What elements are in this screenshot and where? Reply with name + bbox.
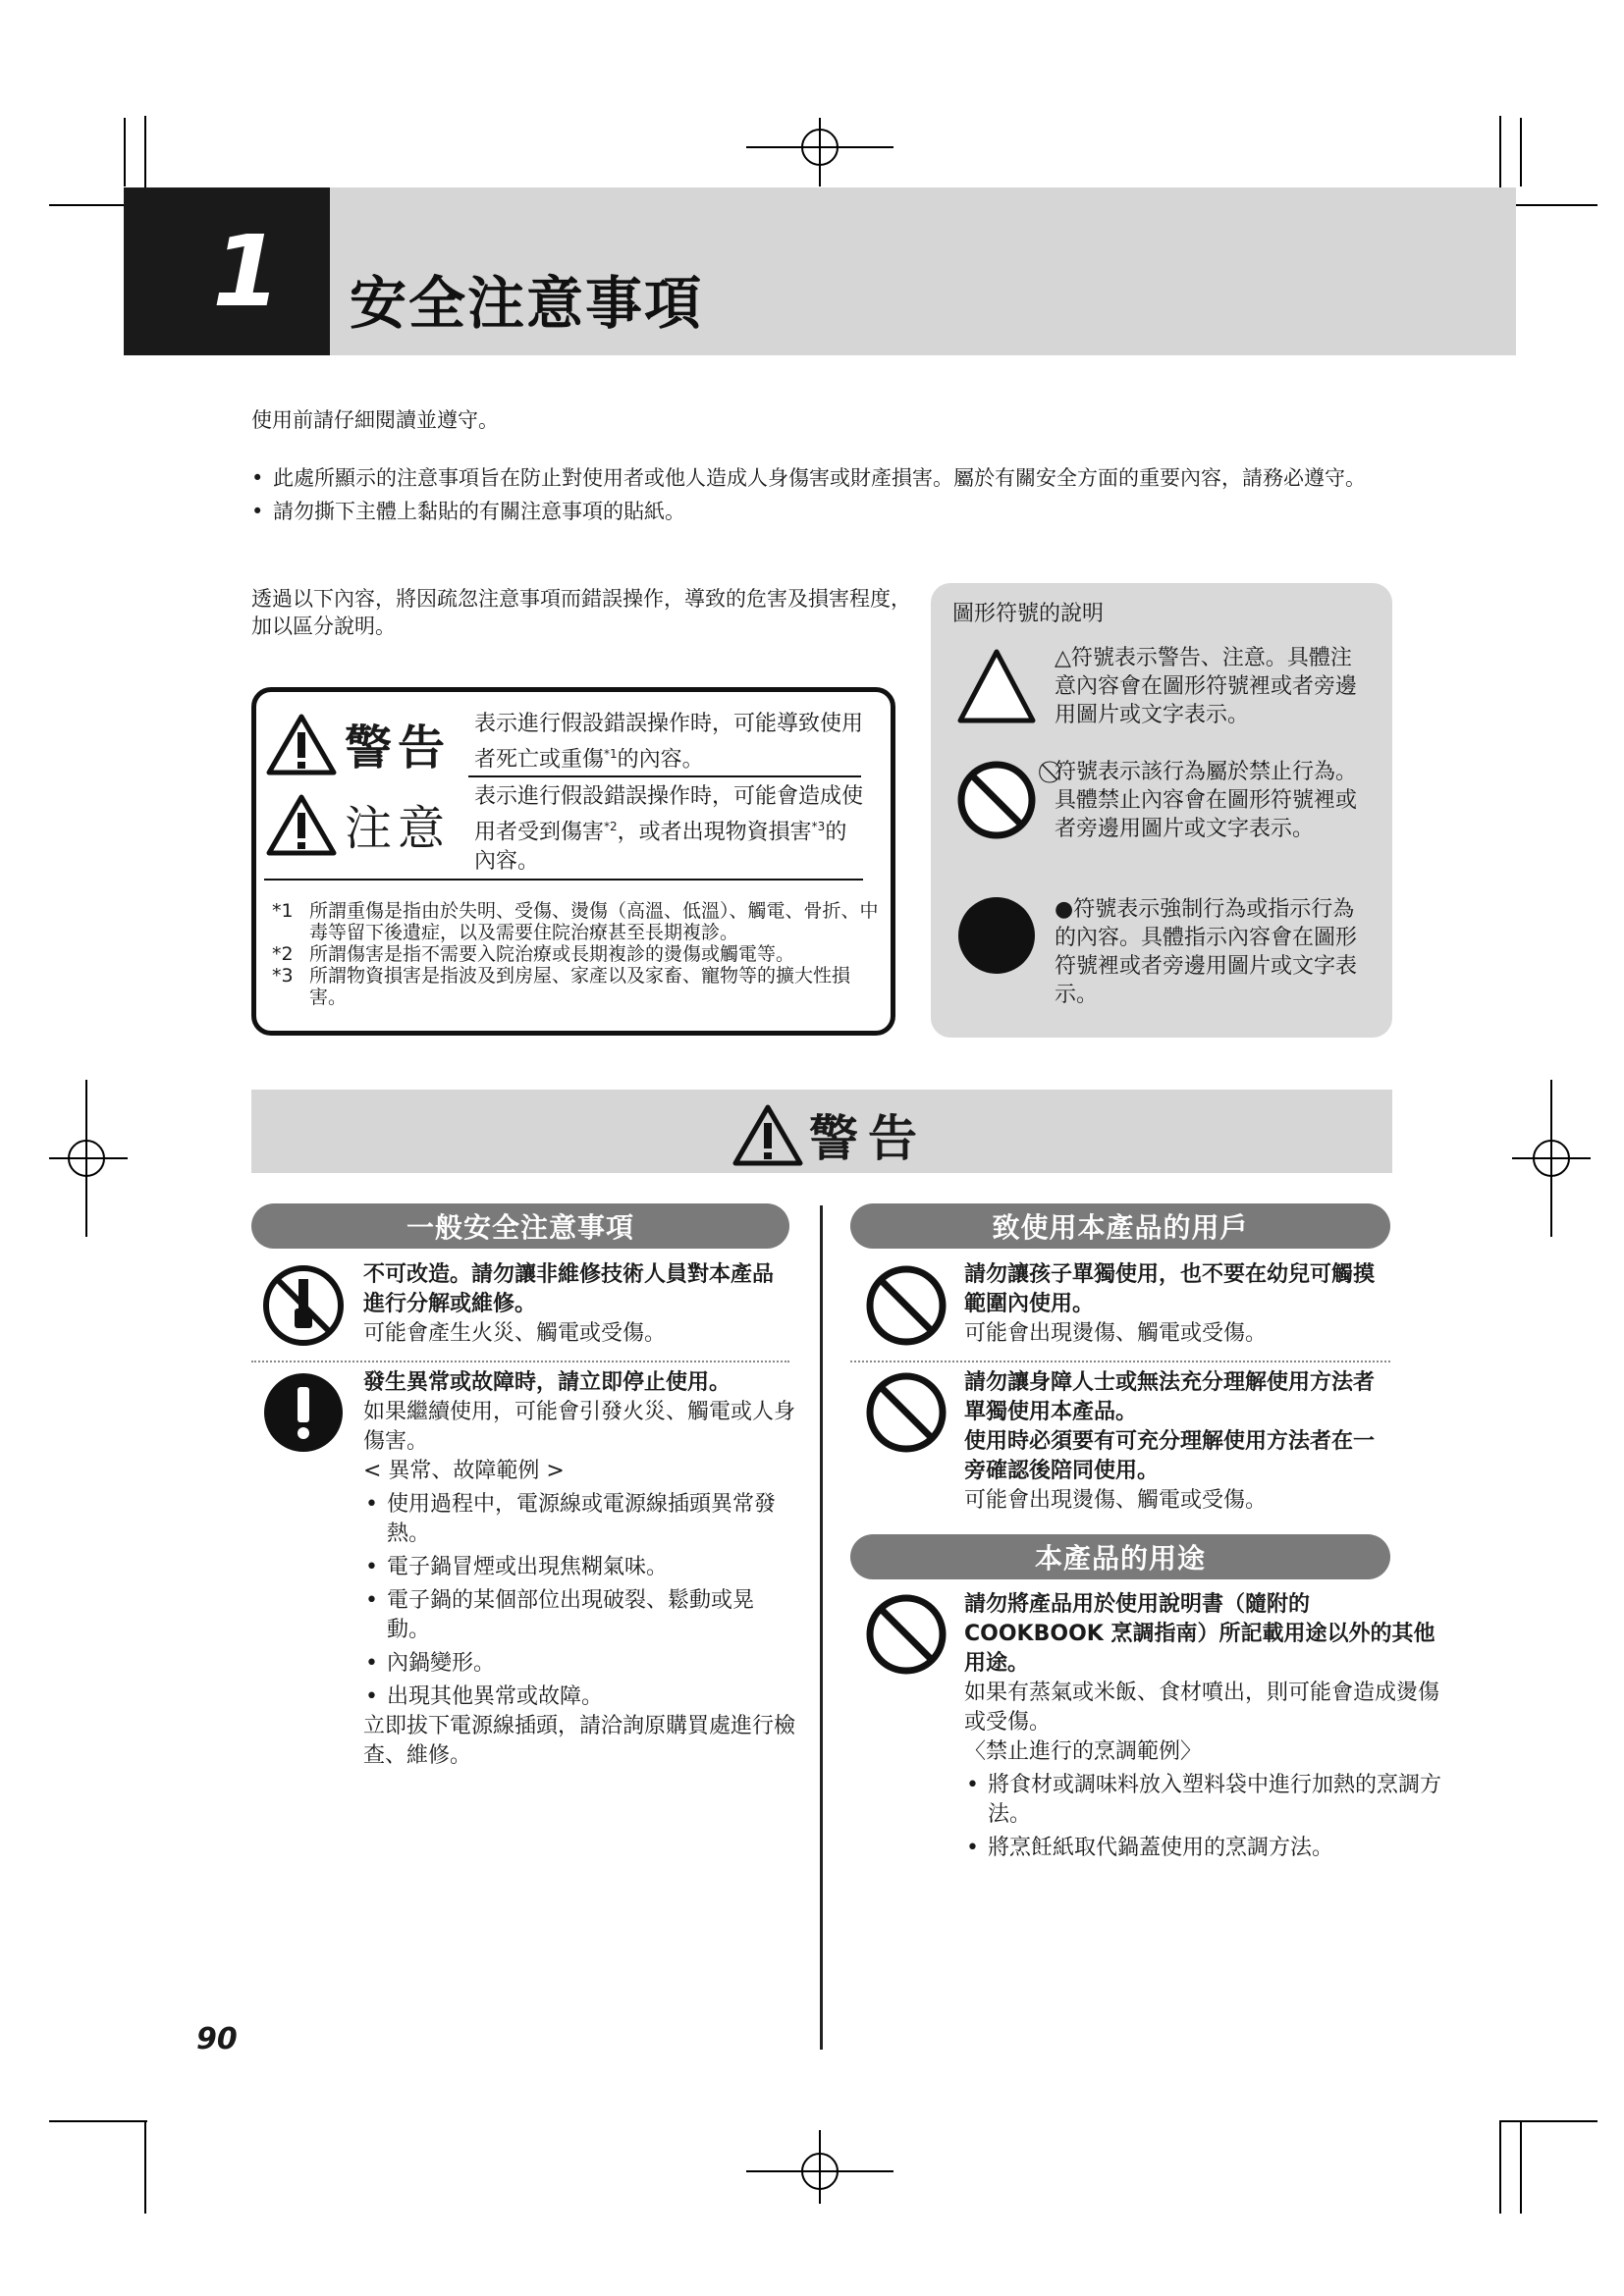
warning-triangle-icon xyxy=(266,713,337,775)
section-title-general-safety: 一般安全注意事項 xyxy=(251,1203,789,1249)
item-text: 可能會產生火災、觸電或受傷。 xyxy=(363,1321,667,1346)
mandatory-exclamation-icon xyxy=(261,1370,346,1455)
intro-bullets xyxy=(251,464,1390,531)
item-text: 如果繼續使用，可能會引發火災、觸電或人身傷害。 xyxy=(363,1400,796,1454)
footnote: *1 所謂重傷是指由於失明、受傷、燙傷（高溫、低溫）、觸電、骨折、中毒等留下後遺症，以及需要住院治療甚至長期複診。 xyxy=(272,900,879,943)
intro-bullet: • 此處所顯示的注意事項旨在防止對使用者或他人造成人身傷害或財產損害。屬於有關安全方面的重要內容，請務必遵守。 xyxy=(251,464,1390,492)
item-heading: 不可改造。請勿讓非維修技術人員對本產品進行分解或維修。 xyxy=(363,1262,775,1316)
item-text: 可能會出現燙傷、觸電或受傷。 xyxy=(964,1488,1268,1513)
warning-banner-label: 警告 xyxy=(809,1110,927,1167)
warning-separator xyxy=(468,775,861,777)
footnote: *3 所謂物資損害是指波及到房屋、家產以及家畜、寵物等的擴大性損害。 xyxy=(272,965,851,1008)
chapter-title: 安全注意事項 xyxy=(350,270,704,337)
item-text: 如果有蒸氣或米飯、食材噴出，則可能會造成燙傷或受傷。 xyxy=(964,1681,1440,1735)
prohibition-icon xyxy=(864,1592,948,1677)
intro-text: 使用前請仔細閱讀並遵守。 xyxy=(251,408,499,432)
prohibition-icon xyxy=(864,1370,948,1455)
page-number: 90 xyxy=(196,2022,238,2056)
item-heading: 發生異常或故障時，請立即停止使用。 xyxy=(363,1370,731,1395)
warning-label-group xyxy=(266,710,451,777)
intro-bullet: • 請勿撕下主體上黏貼的有關注意事項的貼紙。 xyxy=(251,498,1390,525)
symbol-panel-title: 圖形符號的說明 xyxy=(952,602,1105,626)
warning-triangle-icon xyxy=(732,1103,803,1166)
anomaly-example-list xyxy=(363,1490,795,1712)
column-divider xyxy=(820,1205,823,2050)
dotted-separator xyxy=(850,1361,1390,1362)
list-item: • 使用過程中，電源線或電源線插頭異常發熱。 xyxy=(363,1490,795,1549)
general-safety-item-1 xyxy=(363,1260,776,1349)
section-title-users: 致使用本產品的用戶 xyxy=(850,1203,1390,1249)
item-heading: 請勿將產品用於使用說明書（隨附的 COOKBOOK 烹調指南）所記載用途以外的其他用途。 xyxy=(964,1592,1435,1676)
list-item: • 出現其他異常或故障。 xyxy=(363,1682,795,1712)
item-heading: 請勿讓身障人士或無法充分理解使用方法者單獨使用本產品。 xyxy=(964,1370,1376,1424)
symbol-explanation-panel xyxy=(931,583,1392,1038)
symbol-explanation: ●符號表示強制行為或指示行為的內容。具體指示內容會在圖形符號裡或者旁邊用圖片或文字表示。 xyxy=(1055,897,1358,1007)
caution-description: 表示進行假設錯誤操作時，可能會造成使用者受到傷害$^{*2}$，或者出現物資損害$^{*3}$的內容。 xyxy=(474,784,864,875)
symbol-explanation: ⃠符號表示該行為屬於禁止行為。具體禁止內容會在圖形符號裡或者旁邊用圖片或文字表示。 xyxy=(1055,760,1358,841)
symbol-explanation: △符號表示警告、注意。具體注意內容會在圖形符號裡或者旁邊用圖片或文字表示。 xyxy=(1055,646,1358,727)
warning-label: 警告 xyxy=(345,721,452,775)
footnote: *2 所謂傷害是指不需要入院治療或長期複診的燙傷或觸電等。 xyxy=(272,943,795,965)
item-text: 可能會出現燙傷、觸電或受傷。 xyxy=(964,1321,1268,1346)
chapter-number: 1 xyxy=(212,214,281,329)
general-safety-item-2 xyxy=(363,1368,795,1771)
item-footer: 立即拔下電源線插頭，請洽詢原購買處進行檢查、維修。 xyxy=(363,1714,796,1768)
list-item: • 將食材或調味料放入塑料袋中進行加熱的烹調方法。 xyxy=(964,1771,1455,1830)
list-item: • 電子鍋的某個部位出現破裂、鬆動或晃動。 xyxy=(363,1586,795,1645)
prohibition-icon xyxy=(864,1263,948,1348)
warning-banner xyxy=(251,1090,1392,1173)
caution-triangle-icon xyxy=(266,793,337,856)
footnotes xyxy=(272,900,881,1008)
dotted-separator xyxy=(251,1361,789,1362)
list-item: • 內鍋變形。 xyxy=(363,1649,795,1679)
hazard-intro-text: 透過以下內容，將因疏忽注意事項而錯誤操作，導致的危害及損害程度，加以區分說明。 xyxy=(251,587,911,638)
no-disassembly-icon xyxy=(261,1263,346,1348)
example-title: 〈禁止進行的烹調範例〉 xyxy=(964,1739,1203,1764)
warning-triangle-icon xyxy=(956,648,1037,724)
warning-caution-box xyxy=(251,687,895,1036)
prohibited-cooking-list xyxy=(964,1771,1455,1863)
list-item: • 電子鍋冒煙或出現焦糊氣味。 xyxy=(363,1553,795,1582)
users-item-2 xyxy=(964,1368,1377,1516)
section-title-product-use: 本產品的用途 xyxy=(850,1534,1390,1579)
item-heading: 使用時必須要有可充分理解使用方法者在一旁確認後陪同使用。 xyxy=(964,1429,1376,1483)
example-title: < 異常、故障範例 > xyxy=(363,1459,565,1483)
item-heading: 請勿讓孩子單獨使用，也不要在幼兒可觸摸範圍內使用。 xyxy=(964,1262,1376,1316)
prohibition-icon xyxy=(956,760,1037,840)
caution-label-group xyxy=(266,790,451,858)
list-item: • 將烹飪紙取代鍋蓋使用的烹調方法。 xyxy=(964,1834,1455,1863)
warning-description: 表示進行假設錯誤操作時，可能導致使用者死亡或重傷$^{*1}$的內容。 xyxy=(474,712,864,773)
caution-label: 注意 xyxy=(345,801,452,856)
notes-separator xyxy=(264,879,863,881)
users-item-1 xyxy=(964,1260,1377,1349)
mandatory-icon xyxy=(956,895,1037,976)
product-use-item xyxy=(964,1590,1455,1863)
